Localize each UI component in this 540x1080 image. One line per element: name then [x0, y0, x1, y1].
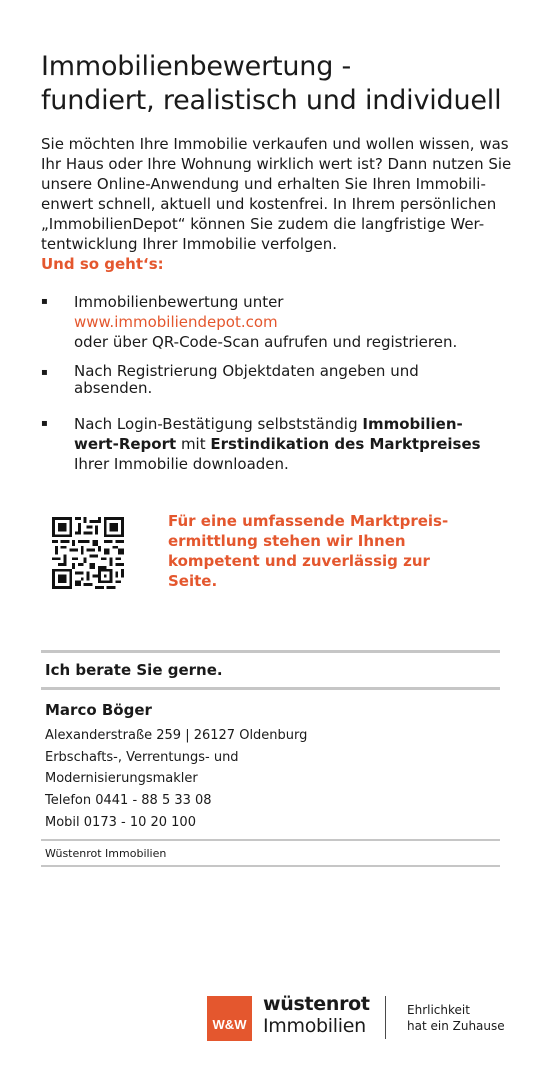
- step-text-bold: wert-Report: [74, 435, 177, 453]
- step-text: [74, 434, 481, 454]
- bullet-icon: ▪: [41, 418, 48, 429]
- page-title: [41, 50, 511, 118]
- qr-code[interactable]: [52, 517, 124, 589]
- divider: [41, 839, 500, 841]
- contact-mobile[interactable]: Mobil 0173 - 10 20 100: [45, 814, 196, 830]
- qr-caption-line: Für eine umfassende Marktpreis-: [168, 512, 449, 530]
- step-text: Ihrer Immobilie downloaden.: [74, 455, 289, 473]
- intro-line: enwert schnell, aktuell und kostenfrei. In Ihrem persönlichen: [41, 195, 497, 213]
- step-text: oder über QR-Code-Scan aufrufen und registrieren.: [74, 333, 458, 351]
- step-text: [74, 414, 481, 434]
- step-text-plain: mit: [176, 435, 211, 453]
- qr-caption: [168, 511, 468, 591]
- immobiliendepot-link[interactable]: www.immobiliendepot.com: [74, 313, 278, 331]
- bullet-icon: ▪: [41, 296, 48, 307]
- brand-divider: [385, 996, 386, 1039]
- ww-logo-icon: [207, 996, 252, 1041]
- contact-phone[interactable]: Telefon 0441 - 88 5 33 08: [45, 793, 212, 809]
- divider: [41, 865, 500, 867]
- howto-heading: Und so geht‘s:: [41, 255, 164, 273]
- title-line-1: Immobilienbewertung -: [41, 51, 352, 82]
- logo-text: W&W: [212, 1017, 247, 1032]
- tagline-line: Ehrlichkeit: [407, 1003, 470, 1017]
- step-text: Immobilienbewertung unter: [74, 293, 284, 311]
- title-line-2: fundiert, realistisch und individuell: [41, 85, 502, 116]
- brand-name: wüstenrot: [263, 993, 370, 1015]
- intro-line: Ihr Haus oder Ihre Wohnung wirklich wert ist? Dann nutzen Sie: [41, 155, 512, 173]
- qr-caption-line: ermittlung stehen wir Ihnen: [168, 532, 406, 550]
- brand-subtitle: Immobilien: [263, 1015, 366, 1037]
- step-text-bold: Erstindikation des Marktpreises: [210, 435, 481, 453]
- contact-heading: Ich berate Sie gerne.: [45, 661, 223, 679]
- step-text: Nach Registrierung Objektdaten angeben und: [74, 362, 419, 380]
- brand-logo: [207, 996, 252, 1041]
- bullet-icon: ▪: [41, 367, 48, 378]
- divider: [41, 687, 500, 690]
- divider: [41, 650, 500, 653]
- contact-name: Marco Böger: [45, 701, 152, 719]
- step-text-plain: Nach Login-Bestätigung selbstständig: [74, 415, 363, 433]
- intro-line: tentwicklung Ihrer Immobilie verfolgen.: [41, 235, 338, 253]
- company-name: Wüstenrot Immobilien: [45, 847, 167, 860]
- intro-line: „ImmobilienDepot“ können Sie zudem die langfristige Wer-: [41, 215, 485, 233]
- qr-caption-line: Seite.: [168, 572, 218, 590]
- contact-details: [45, 725, 307, 834]
- contact-address: Alexanderstraße 259 | 26127 Oldenburg: [45, 728, 308, 743]
- intro-line: Sie möchten Ihre Immobilie verkaufen und wollen wissen, was: [41, 135, 509, 153]
- qr-caption-line: kompetent und zuverlässig zur: [168, 552, 430, 570]
- brand-tagline: [407, 1002, 505, 1034]
- contact-role: Erbschafts-, Verrentungs- und: [45, 749, 239, 765]
- intro-line: unsere Online-Anwendung und erhalten Sie Ihren Immobili-: [41, 175, 486, 193]
- step-text-bold: Immobilien-: [362, 415, 463, 433]
- tagline-line: hat ein Zuhause: [407, 1019, 505, 1033]
- step-text: absenden.: [74, 379, 153, 397]
- contact-role: Modernisierungsmakler: [45, 771, 198, 787]
- intro-paragraph: [41, 134, 511, 274]
